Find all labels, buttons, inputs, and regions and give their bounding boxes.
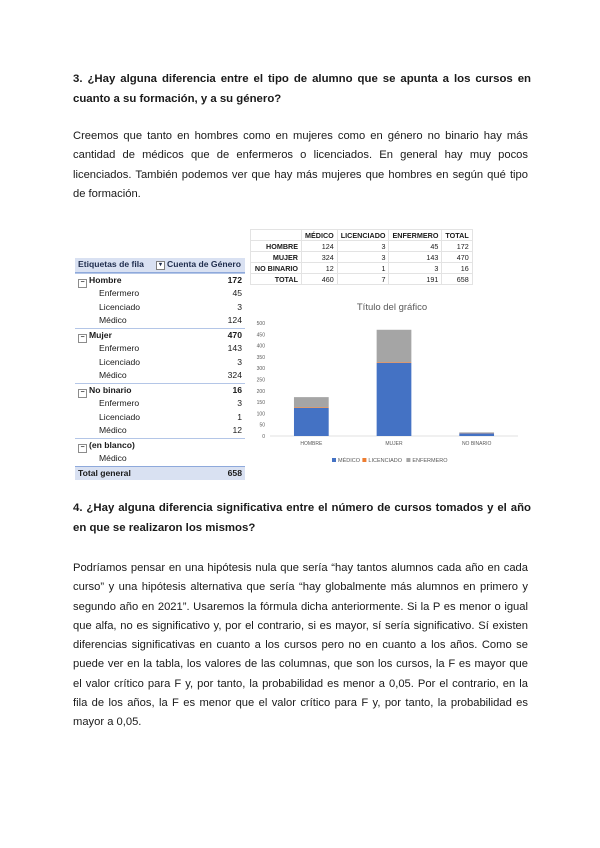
column-header: MÉDICO	[302, 230, 338, 241]
pivot-table	[75, 258, 245, 480]
table-cell: 7	[337, 274, 389, 285]
pivot-child-row	[75, 314, 245, 328]
pivot-child-row	[75, 411, 245, 425]
table-cell: 3	[389, 263, 442, 274]
collapse-icon[interactable]: −	[78, 444, 87, 453]
bar-segment	[377, 363, 412, 436]
child-value: 45	[232, 288, 242, 298]
corner-cell	[251, 230, 302, 241]
bar-segment	[294, 408, 329, 436]
group-value: 172	[227, 274, 242, 285]
child-value: 3	[237, 301, 242, 312]
group-label: Hombre	[89, 274, 122, 285]
total-label: Total general	[78, 467, 131, 478]
table-cell: 1	[337, 263, 389, 274]
group-label: (en blanco)	[89, 439, 135, 450]
summary-table	[250, 229, 473, 285]
y-tick-label: 350	[256, 354, 265, 361]
summary-header-row	[251, 230, 473, 241]
table-cell: 3	[337, 241, 389, 252]
pivot-child-row	[75, 342, 245, 356]
stacked-bar-chart	[250, 296, 525, 472]
y-tick-label: 300	[256, 366, 265, 373]
child-label: Médico	[99, 370, 127, 380]
group-value: 470	[227, 329, 242, 340]
pivot-child-row	[75, 287, 245, 301]
table-cell: 16	[442, 263, 472, 274]
child-label: Licenciado	[99, 356, 141, 367]
child-label: Licenciado	[99, 411, 141, 422]
child-value: 12	[232, 425, 242, 435]
child-label: Enfermero	[99, 288, 140, 298]
table-row	[251, 252, 473, 263]
pivot-child-row	[75, 452, 245, 466]
bar-segment	[459, 433, 494, 436]
section-4-paragraph: Podríamos pensar en una hipótesis nula que sería “hay tantos alumnos cada año en cada curso” y una hipótesis alternativa que sería “hay globalmente más alumnos en primero y segundo año en 2021”. Usaremos la fórmula dicha anteriormente. Si la P es menor o igual que alfa, no es significativo y, por el contrario, si es mayor, sí sería significativo. Sí existen diferencias significativas en cuanto a los cursos pero no en cuanto a los años. Como se puede ver en la tabla, los valores de las columnas, que son los cursos, la F es mayor que el valor crítico para F y, por tanto, la probabilidad es menor a 0,05. Por el contrario, en la fila de los años, la F es menor que el valor crítico para F y, por tanto, la probabilidad es mayor a 0,05.	[73, 562, 528, 729]
bar-segment	[294, 407, 329, 408]
child-label: Médico	[99, 425, 127, 435]
column-header: ENFERMERO	[389, 230, 442, 241]
table-cell: 191	[389, 274, 442, 285]
pivot-group-row[interactable]	[75, 273, 245, 288]
group-label: Mujer	[89, 329, 112, 340]
y-tick-label: 100	[256, 411, 265, 418]
x-axis	[300, 441, 491, 447]
table-cell: 460	[302, 274, 338, 285]
x-tick-label: MUJER	[385, 441, 403, 447]
pivot-group-row[interactable]	[75, 438, 245, 453]
chart-title: Título del gráfico	[356, 302, 428, 313]
child-value: 324	[227, 370, 242, 380]
total-value: 658	[227, 467, 242, 478]
legend-label: ENFERMERO	[412, 458, 448, 464]
legend-label: LICENCIADO	[368, 458, 403, 464]
child-label: Enfermero	[99, 343, 140, 353]
row-label: NO BINARIO	[251, 263, 302, 274]
legend-swatch	[406, 458, 410, 462]
y-tick-label: 400	[256, 343, 265, 350]
table-cell: 124	[302, 241, 338, 252]
collapse-icon[interactable]: −	[78, 389, 87, 398]
pivot-child-row	[75, 301, 245, 315]
child-label: Licenciado	[99, 301, 141, 312]
bar-segment	[459, 432, 494, 433]
table-cell: 12	[302, 263, 338, 274]
child-value: 143	[227, 343, 242, 353]
child-value: 124	[227, 315, 242, 325]
section-3-paragraph: Creemos que tanto en hombres como en mujeres como en género no binario hay más cantidad de médicos que de enfermeros o licenciados. En general hay muy pocos licenciados. También podemos ver que hay más mujeres que hombres en según qué tipo de formación.	[73, 130, 528, 200]
child-value: 3	[237, 398, 242, 408]
legend-label: MÉDICO	[338, 458, 360, 464]
table-cell: 143	[389, 252, 442, 263]
group-value: 16	[232, 384, 242, 395]
table-row	[251, 263, 473, 274]
section-3-heading: 3. ¿Hay alguna diferencia entre el tipo de alumno que se apunta a los cursos en cuanto a su formación, y a su género?	[73, 73, 531, 105]
row-label: TOTAL	[251, 274, 302, 285]
group-label: No binario	[89, 384, 132, 395]
pivot-header	[75, 258, 245, 273]
column-header: LICENCIADO	[337, 230, 389, 241]
y-tick-label: 450	[256, 332, 265, 339]
legend-swatch	[362, 458, 366, 462]
y-tick-label: 50	[259, 422, 265, 429]
x-tick-label: HOMBRE	[300, 441, 323, 447]
chart-legend	[332, 457, 448, 464]
chart-bars	[294, 330, 494, 436]
pivot-total-row	[75, 466, 245, 481]
filter-dropdown-icon[interactable]: ▾	[156, 261, 165, 270]
y-tick-label: 0	[262, 434, 265, 440]
table-cell: 45	[389, 241, 442, 252]
row-label: HOMBRE	[251, 241, 302, 252]
collapse-icon[interactable]: −	[78, 279, 87, 288]
collapse-icon[interactable]: −	[78, 334, 87, 343]
pivot-child-row	[75, 356, 245, 370]
y-tick-label: 250	[256, 377, 265, 384]
child-label: Médico	[99, 453, 127, 463]
y-tick-label: 150	[256, 400, 265, 407]
legend-swatch	[332, 458, 336, 462]
pivot-child-row	[75, 424, 245, 438]
pivot-child-row	[75, 397, 245, 411]
table-row	[251, 241, 473, 252]
child-label: Médico	[99, 315, 127, 325]
table-cell: 324	[302, 252, 338, 263]
pivot-group-row[interactable]	[75, 383, 245, 398]
child-value: 1	[237, 411, 242, 422]
section-4-heading: 4. ¿Hay alguna diferencia significativa entre el número de cursos tomados y el año en que se realizaron los mismos?	[73, 502, 531, 534]
pivot-header-label: Etiquetas de fila	[78, 259, 144, 269]
pivot-group-row[interactable]	[75, 328, 245, 343]
bar-segment	[377, 330, 412, 362]
bar-segment	[377, 362, 412, 363]
child-label: Enfermero	[99, 398, 140, 408]
y-tick-label: 500	[256, 321, 265, 327]
y-tick-label: 200	[256, 388, 265, 395]
table-cell: 172	[442, 241, 472, 252]
row-label: MUJER	[251, 252, 302, 263]
bar-segment	[294, 397, 329, 407]
pivot-child-row	[75, 369, 245, 383]
child-value: 3	[237, 356, 242, 367]
table-cell: 470	[442, 252, 472, 263]
pivot-header-value: Cuenta de Género	[167, 259, 242, 269]
table-row	[251, 274, 473, 285]
column-header: TOTAL	[442, 230, 472, 241]
table-cell: 658	[442, 274, 472, 285]
x-tick-label: NO BINARIO	[461, 441, 492, 447]
table-cell: 3	[337, 252, 389, 263]
